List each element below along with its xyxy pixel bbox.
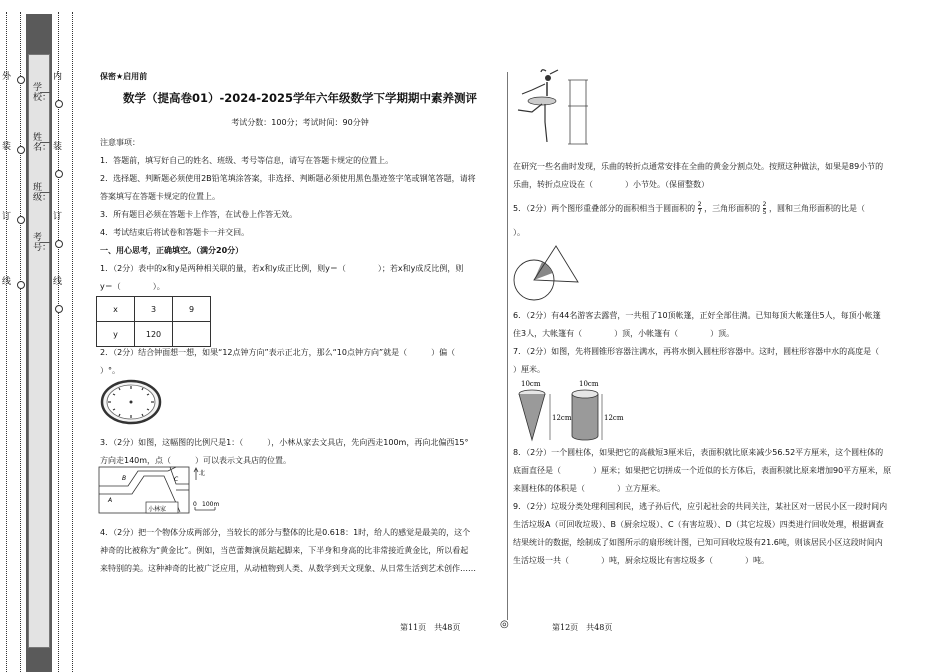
binding-strip-inner [28,54,50,648]
table-row [97,322,211,347]
map-home-label: 小林家 [148,506,167,513]
note-item: 3．所有题目必须在答题卡上作答，在试卷上作答无效。 [100,210,298,219]
page-number-right: 第12页 共48页 [552,623,613,632]
q4-text: 乐曲，转折点应设在（ ）小节处。（保留整数） [513,180,709,189]
right-page [513,150,923,590]
q3-text: 方向走140m，点（ ）可以表示文具店的位置。 [100,456,292,465]
exam-info: 考试分数：100分；考试时间：90分钟 [231,118,369,127]
binding-hole [55,170,63,178]
map-point-b: B [122,475,127,482]
binding-hole [55,100,63,108]
center-mark-icon: ◎ [500,619,509,630]
q5-text-mid: ，三角形面积的 [704,204,761,213]
school-label: 学校： [33,83,52,103]
fill-line [40,92,50,93]
inner-char: 装 [53,142,63,152]
exam-number-label: 考号： [33,233,52,253]
q6-text: 住3人，大帐篷有（ ）顶，小帐篷有（ ）顶。 [513,329,735,338]
clock-figure [98,378,164,426]
cone-diameter-label: 10cm [521,380,541,388]
page-number-left: 第11页 共48页 [400,623,461,632]
q2-text: 2．（2分）结合钟面想一想，如果“12点钟方向”表示正北方，那么“10点钟方向”就是（ ）偏（ [100,348,456,357]
table-cell [173,322,211,347]
q9-text: 生活垃圾A（可回收垃圾）、B（厨余垃圾）、C（有害垃圾）、D（其它垃圾）四类进行回收处理，根据调查 [513,520,884,529]
note-item: 1．答题前，填写好自己的姓名、班级、考号等信息，请写在答题卡规定的位置上。 [100,156,394,165]
table-cell: x [97,297,135,322]
secret-label: 保密★启用前 [100,72,148,81]
note-item: 4．考试结束后将试卷和答题卡一并交回。 [100,228,250,237]
scale-label: 100m [202,501,220,508]
name-label: 姓名： [33,133,52,153]
table-cell: 3 [135,297,173,322]
dotted-line [20,12,21,672]
table-cell: 9 [173,297,211,322]
binding-hole [17,76,25,84]
q4-text: 在研究一些名曲时发现，乐曲的转折点通常安排在全曲的黄金分割点处。按照这种做法，如果是89小节的 [513,162,884,171]
outer-char: 订 [2,212,12,222]
notes-title: 注意事项： [100,138,140,147]
dotted-line [58,12,59,672]
binding-hole [17,216,25,224]
q7-text: ）厘米。 [513,365,545,374]
note-item: 答案填写在答题卡规定的位置上。 [100,192,220,201]
table-cell: y [97,322,135,347]
fill-line [40,142,50,143]
section-heading: 一、用心思考，正确填空。（满分20分） [100,246,244,255]
inner-char: 线 [53,277,63,287]
q9-text: 9．（2分）垃圾分类处理利国利民，逃子孙后代，应引起社会的共同关注，某社区对一居民小区一段时间内 [513,502,888,511]
cone-cylinder-figure [512,378,632,446]
exam-title: 数学（提高卷01）-2024-2025学年六年级数学下学期期中素养测评 [122,91,478,105]
ballerina-figure [512,68,590,146]
class-label: 班级： [33,183,52,203]
fill-line [40,192,50,193]
binding-hole [55,305,63,313]
inner-char: 内 [53,72,63,82]
dotted-line [6,12,7,672]
q9-text: 生活垃圾一共（ ）吨，厨余垃圾比有害垃圾多（ ）吨。 [513,556,769,565]
scale-zero: 0 [193,501,197,508]
outer-char: 装 [2,142,12,152]
north-label: 北 [199,470,206,477]
table-row [97,297,211,322]
q5-text [513,198,923,219]
q7-text: 7．（2分）如图，先将圆锥形容器注满水，再将水倒入圆柱形容器中。这时，圆柱形容器中水的高度是（ [513,347,880,356]
q1-text: 1．（2分）表中的x和y是两种相关联的量，若x和y成正比例，则y＝（ ）；若x和y成反比例，则 [100,264,464,273]
binding-strip [26,14,52,672]
q8-text: 底面直径是（ ）厘米；如果把它切拼成一个近似的长方体后，表面积就比原来增加90平方厘米，原 [513,466,892,475]
q5-text-pre: 5．（2分）两个图形重叠部分的面积相当于圆面积的 [513,204,696,213]
outer-char: 线 [2,277,12,287]
binding-hole [55,240,63,248]
outer-char: 外 [2,72,12,82]
table-cell: 120 [135,322,173,347]
q4-text: 神奇的比被称为“黄金比”。例如，当芭蕾舞演员踮起脚来，下半身和身高的比非常接近黄金比，所以看起 [100,546,469,555]
q8-text: 来圆柱体的体积是（ ）立方厘米。 [513,484,665,493]
q2-text: ）°。 [100,366,120,375]
q5-text: ）。 [513,228,525,237]
page-divider [507,72,508,620]
q4-text: 4．（2分）把一个物体分成两部分，当较长的部分与整体的比是0.618：1时，给人的感觉是最美的，这个 [100,528,471,537]
binding-hole [17,281,25,289]
map-point-a: A [108,497,113,504]
q3-text: 3．（2分）如图，这幅图的比例尺是1：（ ），小林从家去文具店，先向西走100m，再向北偏西15° [100,438,469,447]
note-item: 2．选择题、判断题必须使用2B铅笔填涂答案，非选择、判断题必须使用黑色墨迹签字笔或钢笔答题，请将 [100,174,476,183]
cylinder-height-label: 12cm [604,414,624,422]
map-point-c: C [174,476,179,483]
q1-text: y＝（ ）。 [100,282,165,291]
dotted-line [72,12,73,672]
map-figure [98,466,238,516]
cone-height-label: 12cm [552,414,572,422]
binding-margin [0,0,78,672]
cylinder-diameter-label: 10cm [579,380,599,388]
q9-text: 结果统计的数据，绘制成了如图所示的扇形统计图，已知可回收垃圾有21.6吨，则该居民小区这段时间内 [513,538,883,547]
xy-table [96,296,211,347]
fraction-2-5: $\frac{2}{5}$ [762,201,767,216]
inner-char: 订 [53,212,63,222]
q6-text: 6．（2分）有44名游客去露营，一共租了10顶帐篷，正好全部住满。已知每顶大帐篷住5人，每顶小帐篷 [513,311,881,320]
circle-triangle-figure [512,242,582,304]
q8-text: 8．（2分）一个圆柱体，如果把它的高截短3厘米后，表面积就比原来减少56.52平方厘米，这个圆柱体的 [513,448,884,457]
q4-text: 来特别的美。这种神奇的比被广泛应用，从动植物到人类、从数学到天文现象、从日常生活到艺术创作…… [100,564,476,573]
q5-text-post: ，圆和三角形面积的比是（ [769,204,866,213]
binding-hole [17,146,25,154]
fill-line [40,242,50,243]
fraction-2-7: $\frac{2}{7}$ [697,201,702,216]
